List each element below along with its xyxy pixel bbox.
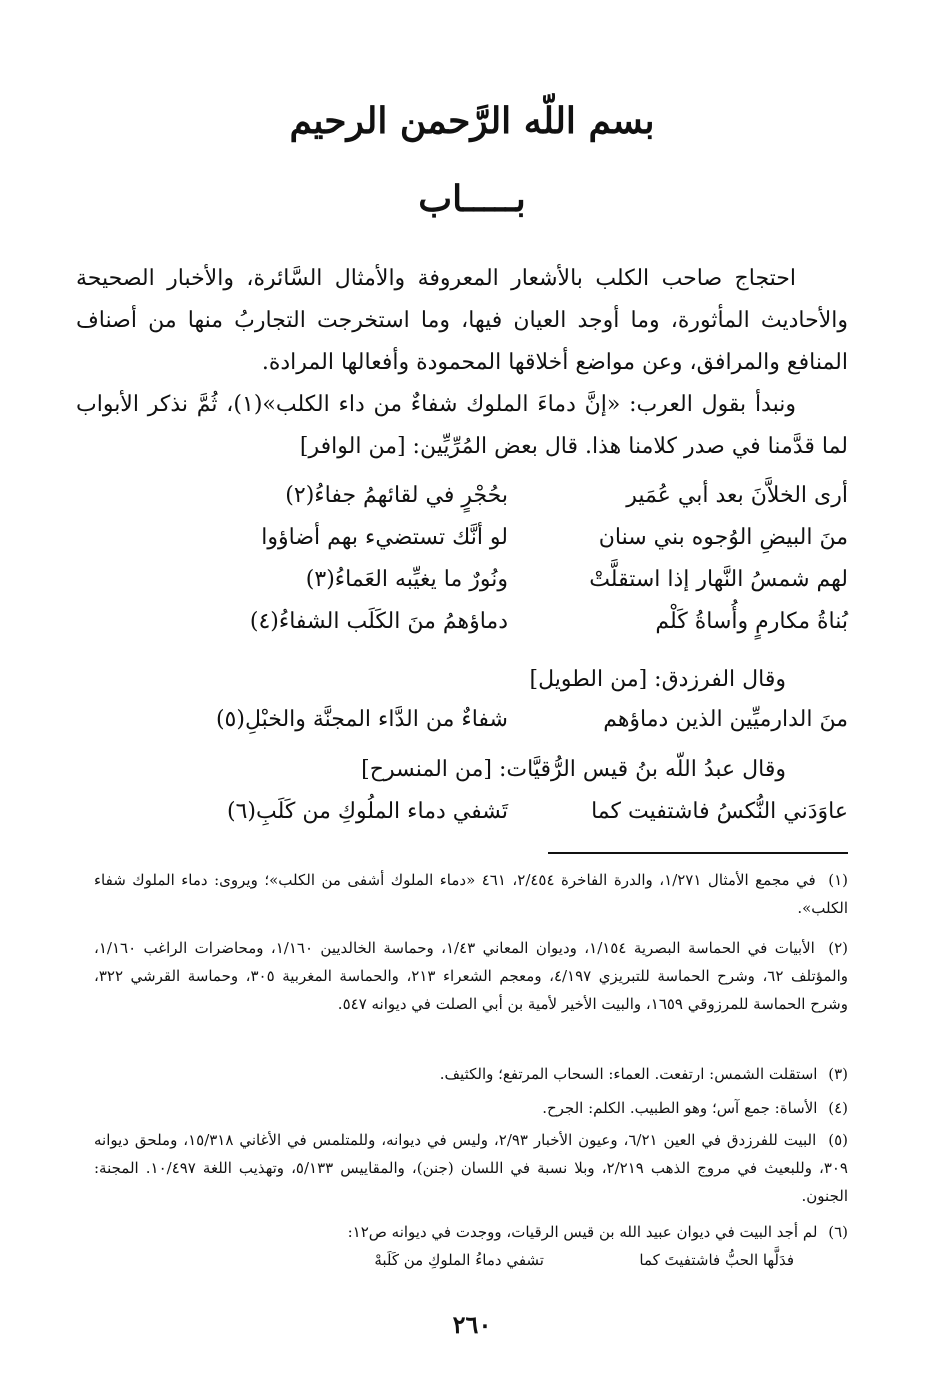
verse-second-hemistich: لو أنَّك تستضيء بهم أضاؤوا [261, 525, 508, 550]
verse-ruqayyat [128, 792, 848, 832]
basmala-heading: بسم اللّه الرَّحمن الرحيم [289, 100, 655, 142]
intro-farazdaq: وقال الفرزدق: [من الطويل] [529, 667, 786, 692]
footnote [94, 1060, 848, 1088]
verse-line [148, 560, 848, 600]
verse-first-hemistich: منَ الدارميِّين الذين دماؤهم [603, 707, 848, 732]
footnote-text: الأبيات في الحماسة البصرية ١/١٥٤، وديوان المعاني ١/٤٣، وحماسة الخالديين ١/١٦٠، ومحاضرات الراغب ١/١٦٠، والمؤتلف ٦٢، وشرح الحماسة للتبريزي ٤/١٩٧، ومعجم الشعراء ٢١٣، والحماسة المغربية ٣٠٥، وحماسة القرشي ٣٢٢، وشرح الحماسة للمرزوقي ١٦٥٩، والبيت الأخير لأمية بن أبي الصلت في ديوانه ٥٤٧. [94, 939, 849, 1013]
verse-first-hemistich: عاوَدَني النُّكسُ فاشتفيت كما [591, 799, 848, 824]
footnote-number: (٤) [828, 1099, 848, 1117]
verse-second-hemistich: دماؤهمُ منَ الكَلَب الشفاءُ(٤) [249, 609, 508, 634]
verse-second-hemistich: ونُورٌ ما يغيِّبه العَماءُ(٣) [305, 567, 508, 592]
paragraph-proverb: ونبدأ بقول العرب: «إنَّ دماءَ الملوك شفاءٌ من داء الكلب»(١)، ثُمَّ نذكر الأبواب لما قدَّمنا في صدر كلامنا هذا. قال بعض المُرِّيِّين: [من الوافر] [76, 392, 848, 459]
paragraph-intro: احتجاج صاحب الكلب بالأشعار المعروفة والأمثال السَّائرة، والأخبار الصحيحة والأحاديث المأثورة، وما أوجد العيان فيها، وما استخرجت التجاربُ منها من أصناف المنافع والمرافق، وعن مواضع أخلاقها المحمودة وأفعالها المرادة. [76, 266, 848, 375]
footnote-number: (٦) [828, 1223, 848, 1241]
footnote-number: (٢) [828, 939, 848, 957]
footnote [94, 1126, 848, 1210]
footnote-verse [194, 1246, 794, 1274]
verse-second-hemistich: تَشفي دماء الملُوكِ من كَلَبِ(٦) [226, 799, 508, 824]
footnote [94, 1218, 848, 1246]
verse-first-hemistich: فدَلَّها الحبُّ فاشتفيتَ كما [639, 1251, 794, 1269]
footnote-text: الأساة: جمع آس؛ وهو الطبيب. الكلم: الجرح. [542, 1099, 818, 1117]
footnote-number: (٣) [828, 1065, 848, 1083]
verse-first-hemistich: منَ البيضِ الوُجوه بني سنان [598, 525, 848, 550]
footnote-text: استقلت الشمس: ارتفعت. العماء: السحاب المرتفع؛ والكثيف. [439, 1065, 818, 1083]
verse-second-hemistich: تشفي دماءُ الملوكِ من كَلَبهْ [374, 1251, 544, 1269]
verse-first-hemistich: لهم شمسُ النَّهار إذا استقلَّتْ [589, 567, 848, 592]
verse-second-hemistich: شفاءٌ من الدَّاء المجنَّة والخبْلِ(٥) [215, 707, 508, 732]
verse-first-hemistich: أرى الخلاَّنَ بعد أبي عُمَير [626, 483, 848, 508]
footnote-number: (٥) [828, 1131, 848, 1149]
page-number: ٢٦٠ [452, 1310, 492, 1339]
verse-farazdaq [128, 700, 848, 740]
verse-first-hemistich: بُناةُ مكارمٍ وأُساةُ كَلْم [655, 609, 848, 634]
footnote [94, 866, 848, 922]
intro-ruqayyat: وقال عبدُ اللّه بنُ قيس الرُّقيَّات: [من المنسرح] [361, 757, 786, 782]
footnote-text: لم أجد البيت في ديوان عبيد الله بن قيس الرقيات، ووجدت في ديوانه ص١٢: [347, 1223, 818, 1241]
footnote-text: في مجمع الأمثال ١/٢٧١، والدرة الفاخرة ٢/٤٥٤، ٤٦١ «دماء الملوك أشفى من الكلب»؛ ويروى: دماء الملوك شفاء الكلب». [94, 871, 848, 917]
chapter-title: بـــــاب [418, 178, 526, 220]
verse-second-hemistich: بحُجْرٍ في لقائهمُ جفاءُ(٢) [285, 483, 508, 508]
footnote-number: (١) [828, 871, 848, 889]
verse-line [148, 518, 848, 558]
footnote-text: البيت للفرزدق في العين ٦/٢١، وعيون الأخبار ٢/٩٣، وليس في ديوانه، وللمتلمس في الأغاني ١٥/٣١٨، وملحق ديوانه ٣٠٩، وللبعيث في مروج الذهب ٢/٢١٩، وبلا نسبة في اللسان (جنن)، والمقاييس ٥/١٣٣، وتهذيب اللغة ١٠/٤٩٧. المجنة: الجنون. [94, 1131, 848, 1205]
footnote [94, 934, 848, 1018]
footnote-divider [548, 852, 848, 854]
verse-line [148, 602, 848, 642]
footnote [94, 1094, 848, 1122]
verse-line [148, 476, 848, 516]
